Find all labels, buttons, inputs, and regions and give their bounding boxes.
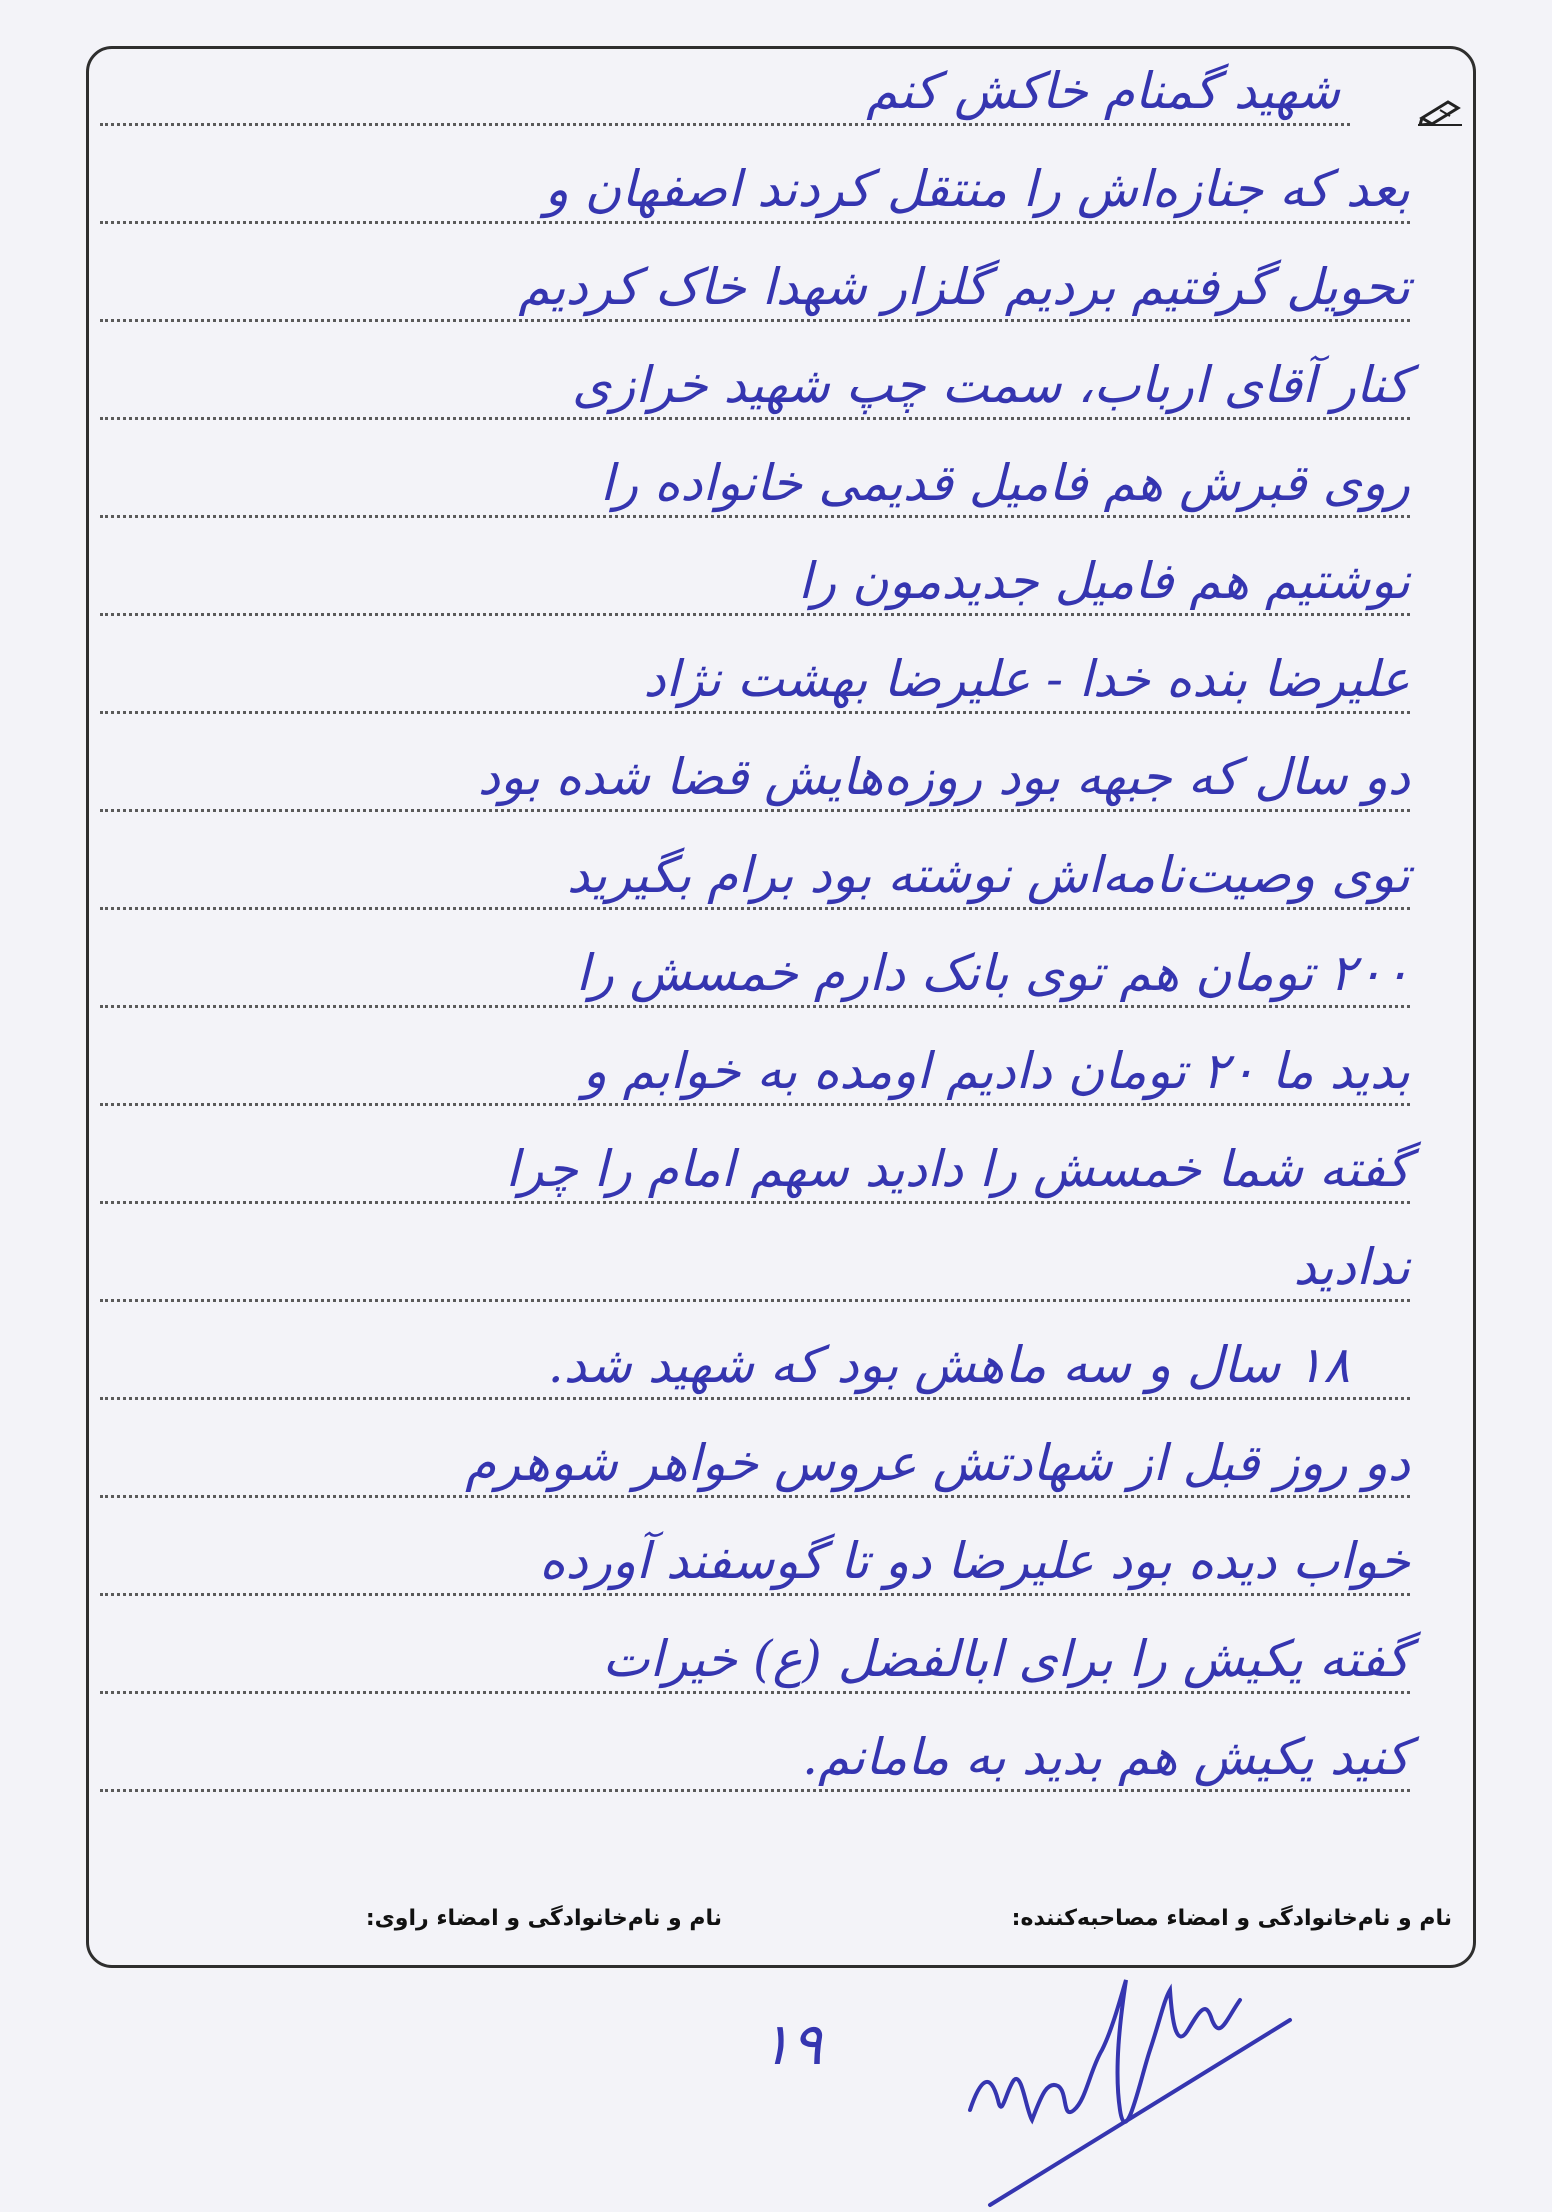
line-text: خواب دیده بود علیرضا دو تا گوسفند آورده <box>539 1532 1410 1590</box>
interviewer-signature-label: نام و نام‌خانوادگی و امضاء مصاحبه‌کننده: <box>1011 1906 1452 1931</box>
dotted-rule <box>100 1593 1410 1596</box>
line-text: گفته شما خمسش را دادید سهم امام را چرا <box>505 1140 1410 1198</box>
text-line-11 <box>100 1024 1410 1116</box>
line-text: شهید گمنام خاکش کنم <box>866 62 1340 120</box>
line-text: تحویل گرفتیم بردیم گلزار شهدا خاک کردیم <box>518 258 1410 316</box>
dotted-rule <box>100 1201 1410 1204</box>
text-line-6 <box>100 534 1410 626</box>
line-text: کنار آقای ارباب، سمت چپ شهید خرازی <box>571 356 1410 414</box>
page-number: ۱۹ <box>760 2010 823 2078</box>
line-text: بعد که جنازه‌اش را منتقل کردند اصفهان و <box>544 160 1410 218</box>
dotted-rule <box>100 319 1410 322</box>
text-line-9 <box>100 828 1410 920</box>
dotted-rule <box>100 907 1410 910</box>
line-text: کنید یکیش هم بدید به مامانم. <box>802 1728 1410 1786</box>
text-line-7 <box>100 632 1410 724</box>
dotted-rule <box>100 417 1410 420</box>
dotted-rule <box>100 1103 1410 1106</box>
dotted-rule <box>100 1495 1410 1498</box>
line-text: توی وصیت‌نامه‌اش نوشته بود برام بگیرید <box>566 846 1410 904</box>
text-line-3 <box>100 240 1410 332</box>
text-line-2 <box>100 142 1410 234</box>
dotted-rule <box>100 613 1410 616</box>
line-text: دو سال که جبهه بود روزه‌هایش قضا شده بود <box>477 748 1410 806</box>
text-line-12 <box>100 1122 1410 1214</box>
line-text: روی قبرش هم فامیل قدیمی خانواده را <box>600 454 1410 512</box>
line-text: ندادید <box>1293 1238 1410 1296</box>
text-line-4 <box>100 338 1410 430</box>
text-line-1 <box>100 44 1410 136</box>
dotted-rule <box>100 809 1410 812</box>
line-text: ۲۰۰ تومان هم توی بانک دارم خمسش را <box>575 944 1410 1002</box>
dotted-rule <box>100 711 1410 714</box>
line-text: دو روز قبل از شهادتش عروس خواهر شوهرم <box>465 1434 1410 1492</box>
line-text: گفته یکیش را برای ابالفضل (ع) خیرات <box>602 1630 1410 1688</box>
dotted-rule <box>100 221 1410 224</box>
dotted-rule <box>100 1299 1410 1302</box>
text-line-5 <box>100 436 1410 528</box>
text-line-18 <box>100 1710 1410 1802</box>
text-line-16 <box>100 1514 1410 1606</box>
pen-icon <box>1418 96 1464 126</box>
line-text: علیرضا بنده خدا - علیرضا بهشت نژاد <box>643 650 1410 708</box>
dotted-rule <box>100 1789 1410 1792</box>
text-line-13 <box>100 1220 1410 1312</box>
line-text: ۱۸ سال و سه ماهش بود که شهید شد. <box>547 1336 1350 1394</box>
narrator-signature-label: نام و نام‌خانوادگی و امضاء راوی: <box>365 1906 722 1931</box>
text-line-15 <box>100 1416 1410 1508</box>
dotted-rule <box>100 1691 1410 1694</box>
signature-icon <box>950 1960 1310 2212</box>
dotted-rule <box>100 1397 1410 1400</box>
dotted-rule <box>100 1005 1410 1008</box>
text-line-17 <box>100 1612 1410 1704</box>
dotted-rule <box>100 515 1410 518</box>
text-line-14 <box>100 1318 1410 1410</box>
line-text: نوشتیم هم فامیل جدیدمون را <box>798 552 1410 610</box>
text-line-8 <box>100 730 1410 822</box>
line-text: بدید ما ۲۰ تومان دادیم اومده به خوابم و <box>582 1042 1410 1100</box>
text-line-10 <box>100 926 1410 1018</box>
dotted-rule <box>100 123 1350 126</box>
